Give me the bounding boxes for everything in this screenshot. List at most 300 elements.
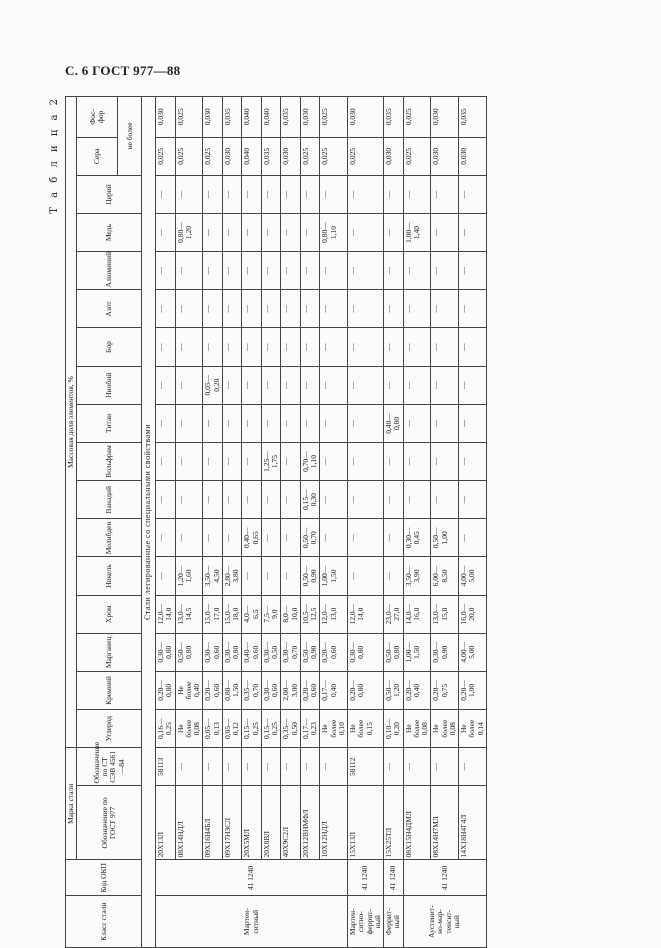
cell-kod-okp: 41 1240 [403, 860, 486, 896]
cell-ce: — [403, 175, 431, 213]
cell-b: — [203, 328, 223, 366]
cell-ti: — [403, 404, 431, 442]
cell-cr: 23,0— 27,0 [384, 595, 404, 633]
cell-sev: — [459, 748, 487, 786]
cell-ni: 6,00— 8,50 [431, 557, 459, 595]
cell-ce: — [156, 175, 176, 213]
cell-b: — [320, 328, 348, 366]
header-kod-okp: Код ОКП [66, 860, 142, 896]
cell-w: — [384, 442, 404, 480]
header-element: Церий [77, 175, 142, 213]
cell-c: Не более 0,15 [348, 710, 384, 748]
cell-sev: — [403, 748, 431, 786]
cell-mo: — [384, 519, 404, 557]
cell-c: Не более 0,08 [431, 710, 459, 748]
cell-cr: 10,5— 12,5 [300, 595, 320, 633]
cell-ti: — [320, 404, 348, 442]
cell-cu: — [281, 214, 301, 252]
cell-ce: — [459, 175, 487, 213]
cell-b: — [222, 328, 242, 366]
cell-si: 0,20— 0,80 [156, 671, 176, 709]
cell-v: 0,15— 0,30 [300, 481, 320, 519]
cell-s: 0,030 [222, 137, 242, 175]
cell-cr: 12,0— 13,0 [320, 595, 348, 633]
cell-cu: 1,00— 1,40 [403, 214, 431, 252]
cell-ce: — [261, 175, 281, 213]
cell-b: — [242, 328, 262, 366]
cell-ce: — [320, 175, 348, 213]
cell-mn: 4,00— 5,00 [459, 633, 487, 671]
cell-nb: — [403, 366, 431, 404]
cell-v: — [384, 481, 404, 519]
cell-mn: 0,50— 0,80 [175, 633, 203, 671]
cell-cr: 15,0— 17,0 [203, 595, 223, 633]
cell-nb: — [320, 366, 348, 404]
cell-b: — [261, 328, 281, 366]
cell-mn: 0,40— 0,60 [242, 633, 262, 671]
cell-cr: 12,0— 14,0 [156, 595, 176, 633]
header-fosfor: Фос- фор [77, 97, 118, 138]
cell-s: 0,040 [242, 137, 262, 175]
cell-grade: 15Х13Л [348, 786, 384, 860]
cell-si: 0,50— 1,20 [384, 671, 404, 709]
table-row [348, 97, 384, 948]
cell-w: — [242, 442, 262, 480]
cell-cr: 4,0— 6,5 [242, 595, 262, 633]
cell-p: 0,035 [281, 97, 301, 138]
cell-c: Не более 0,08 [175, 710, 203, 748]
cell-grade: 10Х12НДЛ [320, 786, 348, 860]
cell-al: — [175, 252, 203, 290]
cell-al: — [203, 252, 223, 290]
cell-v: — [459, 481, 487, 519]
table-caption: Т а б л и ц а 2 [49, 96, 60, 214]
cell-ni: — [242, 557, 262, 595]
cell-cu: — [156, 214, 176, 252]
cell-sev: 58113 [156, 748, 176, 786]
cell-w: 0,70— 1,10 [300, 442, 320, 480]
cell-ce: — [348, 175, 384, 213]
cell-cr: 13,0— 14,5 [175, 595, 203, 633]
header-element: Медь [77, 214, 142, 252]
cell-ti: — [281, 404, 301, 442]
cell-grade: 09Х17Н3СЛ [222, 786, 242, 860]
cell-v: — [261, 481, 281, 519]
cell-cu: — [261, 214, 281, 252]
cell-ce: — [222, 175, 242, 213]
cell-c: 0,17— 0,23 [300, 710, 320, 748]
cell-mn: 0,50— 0,80 [384, 633, 404, 671]
cell-ti: — [175, 404, 203, 442]
cell-b: — [431, 328, 459, 366]
cell-cu: — [203, 214, 223, 252]
cell-cr: 8,0— 10,0 [281, 595, 301, 633]
cell-mn: 0,30— 0,80 [156, 633, 176, 671]
cell-v: — [348, 481, 384, 519]
cell-si: 0,20— 0,80 [348, 671, 384, 709]
cell-cr: 12,0— 14,0 [348, 595, 384, 633]
cell-n: — [281, 290, 301, 328]
cell-al: — [242, 252, 262, 290]
header-element: Ванадий [77, 481, 142, 519]
cell-ni: — [261, 557, 281, 595]
cell-p: 0,030 [203, 97, 223, 138]
cell-n: — [261, 290, 281, 328]
cell-ni: 3,50— 4,50 [203, 557, 223, 595]
cell-cu: — [431, 214, 459, 252]
cell-cu: — [459, 214, 487, 252]
cell-s: 0,025 [175, 137, 203, 175]
cell-ni: 0,50— 0,90 [300, 557, 320, 595]
cell-mn: 1,00— 1,50 [403, 633, 431, 671]
cell-nb: — [156, 366, 176, 404]
cell-mo: — [281, 519, 301, 557]
header-sev: Обозначение по СТ СЭВ 4561—84 [77, 748, 142, 786]
cell-ni: 4,00— 5,00 [459, 557, 487, 595]
cell-ti: — [348, 404, 384, 442]
cell-mn: 0,30— 0,50 [261, 633, 281, 671]
cell-al: — [222, 252, 242, 290]
header-element: Углерод [77, 710, 142, 748]
cell-si: 0,17— 0,40 [320, 671, 348, 709]
table-row [175, 97, 203, 948]
table-row [403, 97, 431, 948]
cell-al: — [320, 252, 348, 290]
cell-si: 0,20— 0,60 [300, 671, 320, 709]
cell-p: 0,030 [300, 97, 320, 138]
cell-al: — [403, 252, 431, 290]
cell-cu: — [222, 214, 242, 252]
cell-ni: 1,20— 1,60 [175, 557, 203, 595]
cell-c: 0,15— 0,25 [242, 710, 262, 748]
cell-grade: 08Х15Н4ДМЛ [403, 786, 431, 860]
cell-c: 0,35— 0,50 [281, 710, 301, 748]
cell-v: — [242, 481, 262, 519]
cell-p: 0,040 [242, 97, 262, 138]
cell-v: — [156, 481, 176, 519]
cell-cu: — [242, 214, 262, 252]
cell-ti: — [156, 404, 176, 442]
cell-al: — [431, 252, 459, 290]
cell-b: — [300, 328, 320, 366]
cell-w: — [203, 442, 223, 480]
cell-n: — [384, 290, 404, 328]
cell-ti: — [459, 404, 487, 442]
cell-grade: 08Х14Н7МЛ [431, 786, 459, 860]
cell-ni: — [156, 557, 176, 595]
cell-mo: — [222, 519, 242, 557]
cell-p: 0,040 [261, 97, 281, 138]
cell-b: — [281, 328, 301, 366]
cell-mo: 0,50— 1,00 [431, 519, 459, 557]
cell-b: — [459, 328, 487, 366]
cell-grade: 20Х12ВНМФЛ [300, 786, 320, 860]
cell-cr: 14,0— 16,0 [403, 595, 431, 633]
cell-al: — [348, 252, 384, 290]
cell-b: — [403, 328, 431, 366]
cell-al: — [384, 252, 404, 290]
table-body [142, 97, 487, 948]
cell-si: 0,20— 0,60 [203, 671, 223, 709]
cell-ni: 2,80— 3,80 [222, 557, 242, 595]
cell-w: — [459, 442, 487, 480]
header-element: Марганец [77, 633, 142, 671]
cell-c: 0,16— 0,25 [156, 710, 176, 748]
cell-p: 0,030 [431, 97, 459, 138]
cell-w: 1,25— 1,75 [261, 442, 281, 480]
cell-b: — [156, 328, 176, 366]
table-row [261, 97, 281, 948]
cell-nb: — [175, 366, 203, 404]
cell-grade: 20Х5МЛ [242, 786, 262, 860]
header-sera: Сера [77, 137, 118, 175]
cell-mo: — [156, 519, 176, 557]
cell-cu: — [384, 214, 404, 252]
cell-mo: 0,40— 0,65 [242, 519, 262, 557]
cell-b: — [175, 328, 203, 366]
cell-grade: 40Х9С2Л [281, 786, 301, 860]
cell-grade: 20Х13Л [156, 786, 176, 860]
cell-sev: — [281, 748, 301, 786]
cell-nb: — [459, 366, 487, 404]
cell-w: — [222, 442, 242, 480]
cell-al: — [156, 252, 176, 290]
table-row [320, 97, 348, 948]
cell-nb: — [281, 366, 301, 404]
cell-p: 0,025 [320, 97, 348, 138]
cell-sev: 58112 [348, 748, 384, 786]
cell-w: — [348, 442, 384, 480]
cell-n: — [175, 290, 203, 328]
cell-mn: 0,30— 0,60 [203, 633, 223, 671]
cell-grade: 09Х16Н4БЛ [203, 786, 223, 860]
cell-mo: 0,30— 0,45 [403, 519, 431, 557]
cell-s: 0,030 [459, 137, 487, 175]
cell-n: — [431, 290, 459, 328]
cell-sev: — [320, 748, 348, 786]
cell-kod-okp: 41 1240 [156, 860, 348, 896]
cell-v: — [175, 481, 203, 519]
cell-p: 0,035 [222, 97, 242, 138]
header-element: Кремний [77, 671, 142, 709]
cell-cu: — [300, 214, 320, 252]
cell-mo: 0,50— 0,70 [300, 519, 320, 557]
cell-klass: Феррит- ный [384, 896, 404, 948]
cell-nb: — [242, 366, 262, 404]
cell-ti: 0,40— 0,80 [384, 404, 404, 442]
cell-sev: — [431, 748, 459, 786]
page-header: С. 6 ГОСТ 977—88 [65, 63, 181, 78]
cell-al: — [281, 252, 301, 290]
cell-ce: — [175, 175, 203, 213]
cell-mn: 0,30— 0,70 [281, 633, 301, 671]
cell-n: — [222, 290, 242, 328]
cell-n: — [459, 290, 487, 328]
cell-c: 0,05— 0,13 [203, 710, 223, 748]
cell-s: 0,030 [384, 137, 404, 175]
cell-v: — [403, 481, 431, 519]
cell-b: — [348, 328, 384, 366]
cell-nb: 0,05— 0,20 [203, 366, 223, 404]
cell-nb: — [384, 366, 404, 404]
cell-klass: Мартен- ситно- феррит- ный [348, 896, 384, 948]
cell-v: — [431, 481, 459, 519]
cell-b: — [384, 328, 404, 366]
cell-si: 0,35— 0,70 [242, 671, 262, 709]
cell-nb: — [222, 366, 242, 404]
cell-mn: 0,30— 0,80 [222, 633, 242, 671]
cell-ni: — [281, 557, 301, 595]
cell-p: 0,030 [348, 97, 384, 138]
cell-p: 0,025 [175, 97, 203, 138]
table-row [300, 97, 320, 948]
cell-n: — [403, 290, 431, 328]
cell-klass: Аустенит- но-мар- тенсит- ный [403, 896, 486, 948]
cell-s: 0,030 [431, 137, 459, 175]
cell-ti: — [203, 404, 223, 442]
cell-c: Не более 0,10 [320, 710, 348, 748]
cell-c: 0,10— 0,20 [384, 710, 404, 748]
cell-n: — [156, 290, 176, 328]
cell-mo: — [459, 519, 487, 557]
cell-sev: — [203, 748, 223, 786]
header-marka: Марка стали [66, 748, 77, 860]
rotated-table-wrapper [49, 96, 603, 948]
cell-s: 0,025 [300, 137, 320, 175]
cell-sev: — [242, 748, 262, 786]
cell-grade: 15Х25ТЛ [384, 786, 404, 860]
cell-mn: 0,30— 0,90 [431, 633, 459, 671]
cell-nb: — [300, 366, 320, 404]
cell-si: Не более 0,40 [175, 671, 203, 709]
table-row [384, 97, 404, 948]
header-element: Ниобий [77, 366, 142, 404]
cell-n: — [348, 290, 384, 328]
table-row [156, 97, 176, 948]
cell-ce: — [281, 175, 301, 213]
cell-n: — [320, 290, 348, 328]
cell-si: 0,20— 0,40 [403, 671, 431, 709]
cell-cu: 0,80— 1,10 [320, 214, 348, 252]
cell-nb: — [348, 366, 384, 404]
cell-mn: 0,20— 0,60 [320, 633, 348, 671]
cell-n: — [242, 290, 262, 328]
cell-mo: — [203, 519, 223, 557]
header-element: Титан [77, 404, 142, 442]
composition-table [65, 96, 487, 948]
cell-ce: — [203, 175, 223, 213]
cell-si: 0,30— 0,60 [261, 671, 281, 709]
cell-p: 0,035 [459, 97, 487, 138]
cell-w: — [281, 442, 301, 480]
table-row [242, 97, 262, 948]
cell-v: — [222, 481, 242, 519]
cell-al: — [261, 252, 281, 290]
header-element: Алюминий [77, 252, 142, 290]
cell-ni: — [384, 557, 404, 595]
cell-si: 2,00— 3,00 [281, 671, 301, 709]
cell-v: — [281, 481, 301, 519]
table-row [222, 97, 242, 948]
cell-nb: — [261, 366, 281, 404]
header-gost: Обозначение по ГОСТ 977 [77, 786, 142, 860]
cell-w: — [320, 442, 348, 480]
cell-ce: — [242, 175, 262, 213]
cell-mo: — [175, 519, 203, 557]
cell-p: 0,025 [403, 97, 431, 138]
cell-mo: — [348, 519, 384, 557]
cell-ce: — [384, 175, 404, 213]
cell-w: — [403, 442, 431, 480]
cell-c: Не более 0,14 [459, 710, 487, 748]
cell-kod-okp: 41 1240 [384, 860, 404, 896]
cell-w: — [431, 442, 459, 480]
cell-cu: — [348, 214, 384, 252]
section-title: Стали легированные со специальными свойствами [142, 97, 156, 948]
header-mass: Массовая доля элементов, % [66, 97, 77, 748]
header-klass: Класс стали [66, 896, 142, 948]
header-element: Вольфрам [77, 442, 142, 480]
cell-v: — [320, 481, 348, 519]
header-element: Азот [77, 290, 142, 328]
cell-sev: — [261, 748, 281, 786]
cell-si: 0,20— 0,75 [431, 671, 459, 709]
cell-sev: — [175, 748, 203, 786]
cell-sev: — [222, 748, 242, 786]
cell-w: — [156, 442, 176, 480]
header-element: Хром [77, 595, 142, 633]
header-element: Бор [77, 328, 142, 366]
cell-ni: — [348, 557, 384, 595]
table-row [281, 97, 301, 948]
cell-c: Не более 0,08 [403, 710, 431, 748]
cell-mn: 0,30— 0,80 [348, 633, 384, 671]
cell-s: 0,025 [203, 137, 223, 175]
cell-ti: — [222, 404, 242, 442]
cell-c: 0,15— 0,25 [261, 710, 281, 748]
cell-n: — [300, 290, 320, 328]
cell-grade: 20Х8ВЛ [261, 786, 281, 860]
cell-s: 0,025 [156, 137, 176, 175]
cell-ce: — [431, 175, 459, 213]
cell-grade: 08Х14НДЛ [175, 786, 203, 860]
cell-n: — [203, 290, 223, 328]
cell-ti: — [300, 404, 320, 442]
table-row [459, 97, 487, 948]
cell-ti: — [261, 404, 281, 442]
table-row [431, 97, 459, 948]
cell-cr: 13,0— 15,0 [431, 595, 459, 633]
cell-sev: — [384, 748, 404, 786]
cell-cr: 7,5— 9,0 [261, 595, 281, 633]
cell-ni: 3,50— 3,90 [403, 557, 431, 595]
cell-cr: 15,0— 18,0 [222, 595, 242, 633]
cell-mo: — [320, 519, 348, 557]
header-element: Никель [77, 557, 142, 595]
header-ne-bolee: не более [118, 97, 142, 176]
cell-grade: 14Х18Н4Г4Л [459, 786, 487, 860]
cell-kod-okp: 41 1240 [348, 860, 384, 896]
cell-s: 0,025 [403, 137, 431, 175]
cell-nb: — [431, 366, 459, 404]
cell-s: 0,035 [261, 137, 281, 175]
cell-ti: — [242, 404, 262, 442]
cell-al: — [459, 252, 487, 290]
cell-c: 0,05— 0,12 [222, 710, 242, 748]
cell-p: 0,035 [384, 97, 404, 138]
cell-p: 0,030 [156, 97, 176, 138]
header-element: Молибден [77, 519, 142, 557]
